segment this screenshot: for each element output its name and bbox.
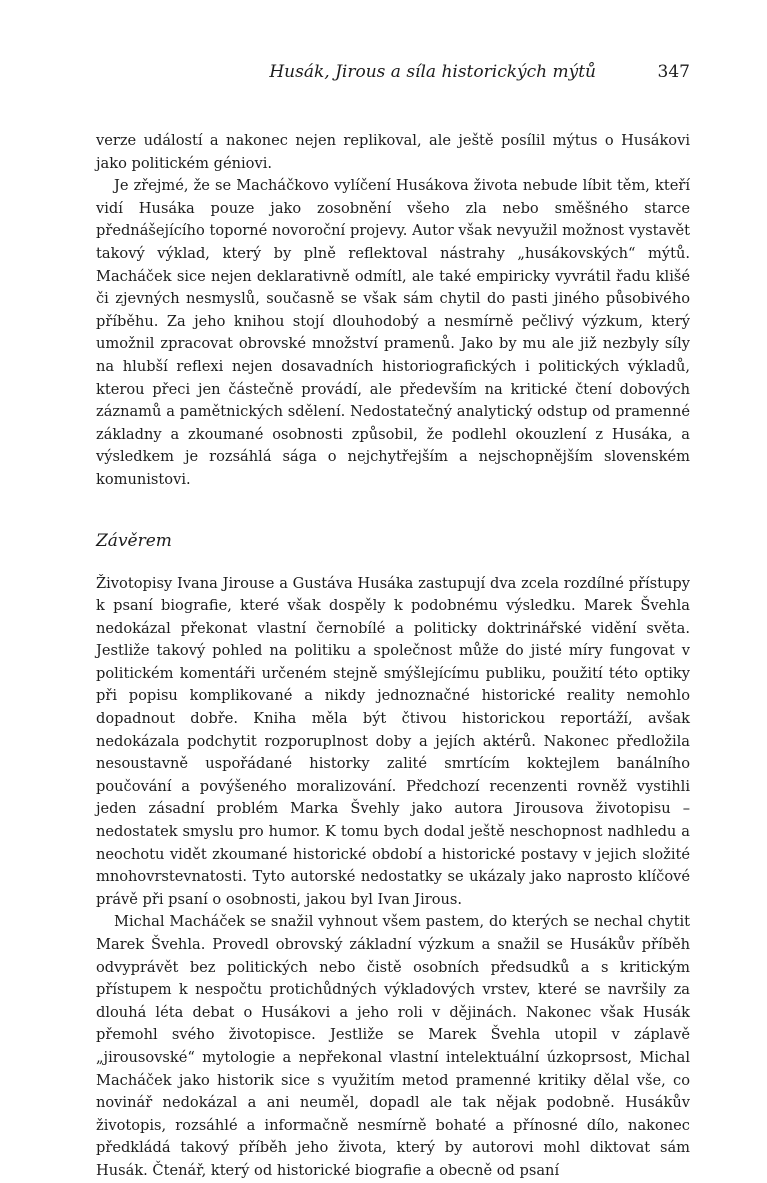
paragraph: Životopisy Ivana Jirouse a Gustáva Husáka zastupují dva zcela rozdílné přístupy k psaní biografie, které však dospěly k podobnému výsledku. Marek Švehla nedokázal překonat vlastní černobílé a politicky doktrinářské vidění světa. Jestliže takový pohled na politiku a společnost může do jisté míry fungovat v politickém komentáři určeném stejně smýšlejícímu publiku, použití této optiky při popisu komplikované a nikdy jednoznačné historické reality nemohlo dopadnout dobře. Kniha měla být čtivou historickou reportáží, avšak nedokázala podchytit rozporuplnost doby a jejích aktérů. Nakonec předložila nesoustavně uspořádané historky zalité smrtícím koktejlem banálního poučování a povýšeného moralizování. Předchozí recenzenti rovněž vystihli jeden zásadní problém Marka Švehly jako autora Jirousova životopisu – nedostatek smyslu pro humor. K tomu bych dodal ještě neschopnost nadhledu a neochotu vidět zkoumané historické období a historické postavy v jejich složité mnohovrstevnatosti. Tyto autorské nedostatky se ukázaly jako naprosto klíčové právě při psaní o osobnosti, jakou byl Ivan Jirous. (96, 574, 690, 908)
running-head (96, 62, 690, 86)
page-number: 347 (657, 62, 690, 82)
running-title: Husák, Jirous a síla historických mýtů (269, 62, 596, 82)
paragraph-continued: verze událostí a nakonec nejen replikoval, ale ještě posílil mýtus o Husákovi jako politickém géniovi. (96, 132, 690, 172)
body-text (96, 130, 690, 1183)
paragraph: Michal Macháček se snažil vyhnout všem pastem, do kterých se nechal chytit Marek Švehla. Provedl obrovský základní výzkum a snažil se Husákův příběh odvyprávět bez politických nebo čistě osobních předsudků a s kritickým přístupem k nespočtu protichůdných výkladových vrstev, které se navršily za dlouhá léta debat o Husákovi a jeho roli v dějinách. Nakonec však Husák přemohl svého životopisce. Jestliže se Marek Švehla utopil v záplavě „jirousovské“ mytologie a nepřekonal vlastní intelektuální úzkoprsost, Michal Macháček jako historik sice s využitím metod pramenné kritiky dělal vše, co novinář nedokázal a ani neuměl, dopadl ale tak nějak podobně. Husákův životopis, rozsáhlé a informačně nesmírně bohaté a přínosné dílo, nakonec předkládá takový příběh jeho života, který by autorovi mohl diktovat sám Husák. Čtenář, který od historické biografie a obecně od psaní (96, 913, 690, 1179)
paragraph: Je zřejmé, že se Macháčkovo vylíčení Husákova života nebude líbit těm, kteří vidí Husáka pouze jako zosobnění všeho zla nebo směšného starce přednášejícího toporné novoroční projevy. Autor však nevyužil možnost vystavět takový výklad, který by plně reflektoval nástrahy „husákovských“ mýtů. Macháček sice nejen deklarativně odmítl, ale také empiricky vyvrátil řadu klišé či zjevných nesmyslů, současně se však sám chytil do pasti jiného působivého příběhu. Za jeho knihou stojí dlouhodobý a nesmírně pečlivý výzkum, který umožnil zpracovat obrovské množství pramenů. Jako by mu ale již nezbyly síly na hlubší reflexi nejen dosavadních historiografických i politických výkladů, kterou přeci jen částečně provádí, ale především na kritické čtení dobových záznamů a pamětnických sdělení. Nedostatečný analytický odstup od pramenné základny a zkoumané osobnosti způsobil, že podlehl okouzlení z Husáka, a výsledkem je rozsáhlá sága o nejchytřejším a nejschopnějším slovenském komunistovi. (96, 177, 690, 488)
section-heading: Závěrem (96, 530, 172, 551)
